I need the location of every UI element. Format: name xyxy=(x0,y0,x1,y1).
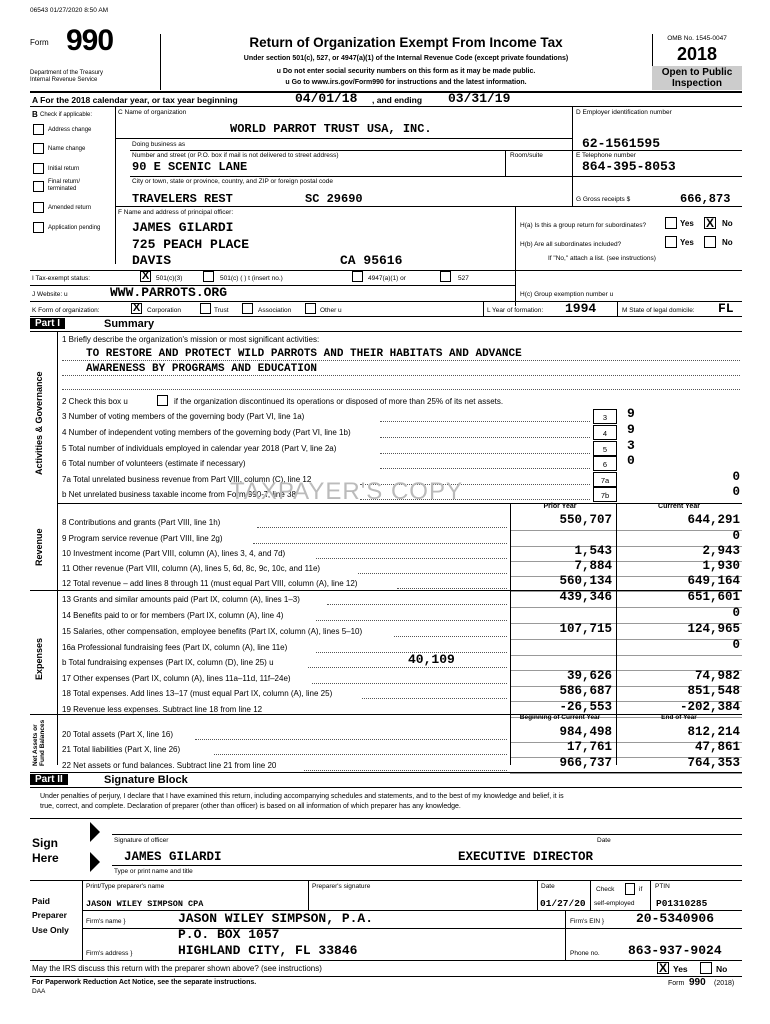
part2-title: Signature Block xyxy=(104,774,188,786)
amended-return-label: Amended return xyxy=(48,205,92,211)
instructions-link: u Go to www.irs.gov/Form990 for instructions and the latest information. xyxy=(285,79,527,86)
expenses-current-year: 851,548 xyxy=(687,684,740,698)
expenses-prior-year: 39,626 xyxy=(566,669,612,683)
tax-exempt-status-label: I Tax-exempt status: xyxy=(32,275,91,282)
corporation-label: Corporation xyxy=(147,307,181,314)
firm-name-label: Firm's name } xyxy=(86,918,126,925)
print-timestamp: 06543 01/27/2020 8:50 AM xyxy=(30,7,109,14)
gov-line-number: 3 xyxy=(602,413,608,422)
preparer-name-label: Print/Type preparer's name xyxy=(86,883,165,890)
org-state-zip: SC 29690 xyxy=(305,192,363,206)
gov-line-value: 0 xyxy=(732,485,740,499)
dept-treasury: Department of the Treasury xyxy=(30,70,104,76)
signer-name: JAMES GILARDI xyxy=(124,850,222,864)
daa-label: DAA xyxy=(32,988,46,995)
tax-year: 2018 xyxy=(676,44,718,64)
preparer-name: JASON WILEY SIMPSON CPA xyxy=(86,899,204,909)
org-city: TRAVELERS REST xyxy=(132,192,233,206)
ha-no-label: No xyxy=(722,219,733,228)
gov-line-label: 6 Total number of volunteers (estimate if necessary) xyxy=(62,459,246,468)
net-prior-year: 984,498 xyxy=(559,725,612,739)
group-exemption-label: H(c) Group exemption number u xyxy=(520,291,614,298)
hb-yes-label: Yes xyxy=(680,238,694,247)
side-net-assets: Net Assets or Fund Balances xyxy=(32,719,46,766)
gov-line-number: 4 xyxy=(602,429,608,438)
ein-label: D Employer identification number xyxy=(576,109,672,116)
expenses-prior-year: 439,346 xyxy=(559,590,612,604)
ha-no-checkbox[interactable]: X xyxy=(705,216,714,230)
preparer-date-label: Date xyxy=(541,883,555,890)
gov-line-value: 9 xyxy=(627,422,635,437)
hb-yes-checkbox[interactable] xyxy=(665,236,677,248)
state-domicile: FL xyxy=(718,301,734,316)
net-current-year: 764,353 xyxy=(687,756,740,770)
ptin-label: PTIN xyxy=(655,883,670,890)
expenses-prior-year: 586,687 xyxy=(559,684,612,698)
officer-state-zip: CA 95616 xyxy=(340,253,403,268)
expenses-current-year: 74,982 xyxy=(694,669,740,683)
footer-form-year: (2018) xyxy=(714,980,735,987)
expenses-line-label: 14 Benefits paid to or for members (Part IX, column (A), line 4) xyxy=(62,611,284,620)
type-print-label: Type or print name and title xyxy=(114,868,193,875)
net-prior-year: 966,737 xyxy=(559,756,612,770)
dept-irs: Internal Revenue Service xyxy=(30,77,98,83)
inspection: Inspection xyxy=(671,78,722,89)
association-checkbox[interactable] xyxy=(242,303,253,314)
room-suite-label: Room/suite xyxy=(510,152,543,159)
officer-label: F Name and address of principal officer: xyxy=(118,209,234,216)
perjury-statement-2: true, correct, and complete. Declaration of preparer (other than officer) is based on all information of which preparer has any knowledge. xyxy=(40,803,461,810)
fundraising-expenses-16b: 40,109 xyxy=(408,652,455,667)
dba-label: Doing business as xyxy=(132,141,186,148)
org-street: 90 E SCENIC LANE xyxy=(132,160,248,174)
expenses-line-label: 17 Other expenses (Part IX, column (A), lines 11a–11d, 11f–24e) xyxy=(62,674,291,683)
application-pending-checkbox[interactable] xyxy=(33,222,44,233)
501c-label: 501(c) ( ) t (insert no.) xyxy=(220,275,283,282)
perjury-statement-1: Under penalties of perjury, I declare that I have examined this return, including accompanying schedules and statements, and to the best of my knowledge and belief, it is xyxy=(40,793,564,800)
tax-year-end: 03/31/19 xyxy=(448,91,511,106)
527-label: 527 xyxy=(458,275,469,282)
revenue-prior-year: 7,884 xyxy=(574,559,612,573)
revenue-prior-year: 560,134 xyxy=(559,574,612,588)
final-return-label: Final return/ terminated xyxy=(48,179,81,192)
hb-no-label: No xyxy=(722,238,733,247)
501c3-label: 501(c)(3) xyxy=(156,275,183,282)
part1-title: Summary xyxy=(104,318,155,330)
street-label: Number and street (or P.O. box if mail is not delivered to street address) xyxy=(132,152,339,159)
net-current-year: 47,861 xyxy=(694,740,740,754)
revenue-line-label: 10 Investment income (Part VIII, column (A), lines 3, 4, and 7d) xyxy=(62,549,286,558)
final-return-checkbox[interactable] xyxy=(33,181,44,192)
self-employed-label: self-employed xyxy=(594,900,635,907)
group-return-question: H(a) Is this a group return for subordinates? xyxy=(520,222,647,229)
part1-label: Part I xyxy=(30,318,65,329)
gov-line-label: 3 Number of voting members of the governing body (Part VI, line 1a) xyxy=(62,412,305,421)
side-activities-governance: Activities & Governance xyxy=(34,371,44,475)
firm-address-1: P.O. BOX 1057 xyxy=(178,927,280,942)
ha-yes-label: Yes xyxy=(680,219,694,228)
527-checkbox[interactable] xyxy=(440,271,451,282)
discontinued-checkbox[interactable] xyxy=(157,395,168,406)
net-line-label: 21 Total liabilities (Part X, line 26) xyxy=(62,745,181,754)
gov-line-number: 6 xyxy=(602,460,608,469)
501c-checkbox[interactable] xyxy=(203,271,214,282)
revenue-current-year: 2,943 xyxy=(702,544,740,558)
ssn-warning: u Do not enter social security numbers on this form as it may be made public. xyxy=(276,68,536,75)
mission-line-2: AWARENESS BY PROGRAMS AND EDUCATION xyxy=(86,363,318,375)
trust-label: Trust xyxy=(214,307,229,314)
footer-form-label: Form xyxy=(668,980,685,987)
part2-label: Part II xyxy=(30,774,68,785)
omb-number: OMB No. 1545-0047 xyxy=(667,35,727,42)
form-word: Form xyxy=(30,38,49,47)
501c3-checkbox[interactable]: X xyxy=(141,270,150,282)
expenses-current-year: -202,384 xyxy=(679,700,740,714)
gross-receipts-label: G Gross receipts $ xyxy=(576,196,631,203)
revenue-prior-year: 1,543 xyxy=(574,544,612,558)
expenses-line-label: 13 Grants and similar amounts paid (Part IX, column (A), lines 1–3) xyxy=(62,595,300,604)
discuss-yes-label: Yes xyxy=(673,964,688,974)
gov-line-value: 3 xyxy=(627,438,635,453)
revenue-line-label: 12 Total revenue – add lines 8 through 11 (must equal Part VIII, column (A), line 12) xyxy=(62,579,358,588)
name-change-label: Name change xyxy=(48,146,86,152)
officer-city: DAVIS xyxy=(132,253,172,268)
name-arrow-icon xyxy=(90,852,100,872)
website[interactable]: WWW.PARROTS.ORG xyxy=(110,285,228,300)
name-change-checkbox[interactable] xyxy=(33,143,44,154)
sign-label: Sign xyxy=(32,836,58,850)
discuss-yes-checkbox[interactable]: X xyxy=(658,961,667,975)
trust-checkbox[interactable] xyxy=(200,303,211,314)
address-change-label: Address change xyxy=(48,127,92,133)
side-revenue: Revenue xyxy=(34,528,44,566)
use-only-label: Use Only xyxy=(32,925,69,935)
expenses-current-year: 0 xyxy=(732,606,740,620)
revenue-current-year: 644,291 xyxy=(687,513,740,527)
expenses-line-label: 16a Professional fundraising fees (Part IX, column (A), line 11e) xyxy=(62,643,288,652)
net-current-year: 812,214 xyxy=(687,725,740,739)
line1-label: 1 Briefly describe the organization's mission or most significant activities: xyxy=(62,335,320,344)
form-subtitle: Under section 501(c), 527, or 4947(a)(1) of the Internal Revenue Code (except private foundations) xyxy=(243,55,569,62)
signature-officer-label: Signature of officer xyxy=(114,837,169,844)
officer-street: 725 PEACH PLACE xyxy=(132,237,250,252)
revenue-line-label: 11 Other revenue (Part VIII, column (A), lines 5, 6d, 8c, 9c, 10c, and 11e) xyxy=(62,564,321,573)
expenses-prior-year: 107,715 xyxy=(559,622,612,636)
amended-return-checkbox[interactable] xyxy=(33,202,44,213)
firm-phone: 863-937-9024 xyxy=(628,943,722,958)
prior-year-header: Prior Year xyxy=(543,503,577,510)
gov-line-number: 7b xyxy=(600,491,610,500)
expenses-current-year: 124,965 xyxy=(687,622,740,636)
discuss-no-checkbox[interactable] xyxy=(700,962,712,974)
irs-discuss-question: May the IRS discuss this return with the preparer shown above? (see instructions) xyxy=(32,964,322,973)
hb-no-checkbox[interactable] xyxy=(704,236,716,248)
expenses-line-label: 19 Revenue less expenses. Subtract line 18 from line 12 xyxy=(62,705,263,714)
firm-name: JASON WILEY SIMPSON, P.A. xyxy=(178,911,374,926)
gross-receipts: 666,873 xyxy=(680,192,731,206)
net-prior-year: 17,761 xyxy=(566,740,612,754)
check-if-applicable: Check if applicable: xyxy=(40,112,93,118)
firm-address-2: HIGHLAND CITY, FL 33846 xyxy=(178,943,358,958)
net-line-label: 22 Net assets or fund balances. Subtract line 21 from line 20 xyxy=(62,761,277,770)
org-name: WORLD PARROT TRUST USA, INC. xyxy=(230,122,432,136)
preparer-ptin: P01310285 xyxy=(656,898,708,909)
revenue-line-label: 8 Contributions and grants (Part VIII, line 1h) xyxy=(62,518,221,527)
expenses-current-year: 0 xyxy=(732,638,740,652)
firm-ein-label: Firm's EIN } xyxy=(570,918,605,925)
gov-line-number: 5 xyxy=(602,445,608,454)
city-label: City or town, state or province, country, and ZIP or foreign postal code xyxy=(132,178,333,185)
sign-arrow-icon xyxy=(90,822,100,842)
firm-address-label: Firm's address } xyxy=(86,950,133,957)
website-label: J Website: u xyxy=(32,291,68,298)
address-change-checkbox[interactable] xyxy=(33,124,44,135)
check-label: Check xyxy=(596,886,615,893)
preparer-label: Preparer xyxy=(32,910,67,920)
taxpayer-copy-watermark: TAXPAYER'S COPY xyxy=(230,478,463,505)
expenses-line-label: 15 Salaries, other compensation, employee benefits (Part IX, column (A), lines 5–10) xyxy=(62,627,363,636)
signature-date-label: Date xyxy=(597,837,611,844)
expenses-line-label: b Total fundraising expenses (Part IX, column (D), line 25) u xyxy=(62,658,274,667)
gov-line-number: 7a xyxy=(600,476,610,485)
form-of-org-label: K Form of organization: xyxy=(32,307,100,314)
initial-return-label: Initial return xyxy=(48,166,80,172)
line2-label: 2 Check this box u xyxy=(62,397,128,406)
firm-ein: 20-5340906 xyxy=(636,911,715,926)
revenue-current-year: 0 xyxy=(732,529,740,543)
ha-yes-checkbox[interactable] xyxy=(665,217,677,229)
subordinates-question: H(b) Are all subordinates included? xyxy=(520,241,622,248)
revenue-current-year: 649,164 xyxy=(687,574,740,588)
corporation-checkbox[interactable]: X xyxy=(132,302,141,314)
other-org-label: Other u xyxy=(320,307,342,314)
expenses-prior-year: -26,553 xyxy=(559,700,612,714)
and-ending: , and ending xyxy=(372,95,423,105)
if-label: if xyxy=(639,886,643,893)
form-title: Return of Organization Exempt From Income Tax xyxy=(249,35,563,50)
year-formation: 1994 xyxy=(565,301,597,316)
other-org-checkbox[interactable] xyxy=(305,303,316,314)
4947-checkbox[interactable] xyxy=(352,271,363,282)
paperwork-notice: For Paperwork Reduction Act Notice, see the separate instructions. xyxy=(32,979,257,986)
discuss-no-label: No xyxy=(716,964,728,974)
preparer-date: 01/27/20 xyxy=(540,898,586,909)
open-public: Open to Public xyxy=(661,67,733,78)
revenue-prior-year: 550,707 xyxy=(559,513,612,527)
state-domicile-label: M State of legal domicile: xyxy=(622,307,695,314)
expenses-line-label: 18 Total expenses. Add lines 13–17 (must equal Part IX, column (A), line 25) xyxy=(62,689,333,698)
application-pending-label: Application pending xyxy=(48,225,101,231)
tax-year-begin: 04/01/18 xyxy=(295,91,358,106)
net-line-label: 20 Total assets (Part X, line 16) xyxy=(62,730,174,739)
here-label: Here xyxy=(32,851,59,865)
paid-label: Paid xyxy=(32,896,50,906)
current-year-header: Current Year xyxy=(658,503,700,510)
gov-line-value: 0 xyxy=(627,453,635,468)
gov-line-label: b Net unrelated business taxable income from Form 990-T, line 38 xyxy=(62,490,296,499)
gov-line-value: 9 xyxy=(627,406,635,421)
line2-description: if the organization discontinued its operations or disposed of more than 25% of its net assets. xyxy=(174,397,504,406)
boy-header: Beginning of Current Year xyxy=(519,714,601,721)
4947-label: 4947(a)(1) or xyxy=(368,275,406,282)
revenue-line-label: 9 Program service revenue (Part VIII, line 2g) xyxy=(62,534,223,543)
officer-name: JAMES GILARDI xyxy=(132,220,234,235)
mission-line-1: TO RESTORE AND PROTECT WILD PARROTS AND THEIR HABITATS AND ADVANCE xyxy=(86,348,522,360)
subordinates-note: If "No," attach a list. (see instructions) xyxy=(548,255,656,262)
gov-line-label: 7a Total unrelated business revenue from Part VIII, column (C), line 12 xyxy=(62,475,312,484)
footer-form-number: 990 xyxy=(689,977,706,988)
expenses-current-year: 651,601 xyxy=(687,590,740,604)
section-b-letter: B xyxy=(32,110,38,119)
gov-line-label: 4 Number of independent voting members of the governing body (Part VI, line 1b) xyxy=(62,428,351,437)
gov-line-label: 5 Total number of individuals employed in calendar year 2018 (Part V, line 2a) xyxy=(62,444,337,453)
line-a-label: A For the 2018 calendar year, or tax year beginning xyxy=(32,95,238,105)
preparer-signature-label: Preparer's signature xyxy=(312,883,371,890)
form-number: 990 xyxy=(66,24,114,57)
ein-value: 62-1561595 xyxy=(582,136,661,151)
self-employed-checkbox[interactable] xyxy=(625,883,635,895)
revenue-current-year: 1,930 xyxy=(702,559,740,573)
side-expenses: Expenses xyxy=(34,637,44,680)
org-phone: 864-395-8053 xyxy=(582,159,676,174)
phone-label: E Telephone number xyxy=(576,152,636,159)
firm-phone-label: Phone no. xyxy=(570,950,600,957)
eoy-header: End of Year xyxy=(661,714,697,721)
association-label: Association xyxy=(258,307,292,314)
initial-return-checkbox[interactable] xyxy=(33,163,44,174)
org-name-label: C Name of organization xyxy=(118,109,187,116)
signer-title: EXECUTIVE DIRECTOR xyxy=(458,850,594,864)
year-formation-label: L Year of formation: xyxy=(487,307,544,314)
gov-line-value: 0 xyxy=(732,470,740,484)
